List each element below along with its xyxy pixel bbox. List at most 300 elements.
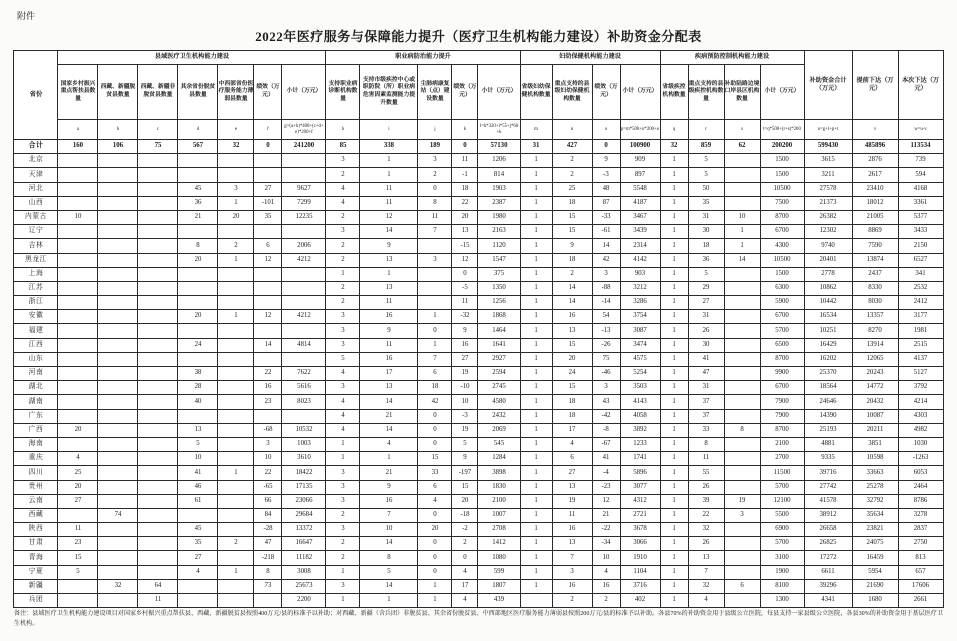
data-cell: 3 [326, 579, 360, 593]
formula-cell: l=h*320+i*55+j*60+k [478, 120, 520, 140]
data-cell: 1 [660, 168, 688, 182]
data-cell: 41578 [804, 494, 852, 508]
data-cell: 814 [478, 168, 520, 182]
data-cell: 4137 [898, 352, 943, 366]
data-cell: 30 [688, 225, 724, 239]
data-cell: 38912 [804, 508, 852, 522]
data-cell: -61 [592, 225, 620, 239]
data-cell: 4 [452, 565, 478, 579]
data-cell: 599 [478, 565, 520, 579]
data-cell: 3754 [620, 310, 660, 324]
data-cell: 10 [592, 551, 620, 565]
data-cell [138, 310, 178, 324]
data-cell [58, 395, 98, 409]
data-cell: 25370 [804, 367, 852, 381]
data-cell: 5 [452, 437, 478, 451]
formula-cell: r [688, 120, 724, 140]
data-cell: -46 [592, 367, 620, 381]
data-cell [98, 310, 138, 324]
data-cell [58, 168, 98, 182]
data-cell: 2594 [478, 367, 520, 381]
province-cell: 安徽 [14, 310, 58, 324]
column-header: 其余省份脱贫县数量 [178, 65, 218, 120]
data-cell: 28 [178, 381, 218, 395]
data-cell: 1233 [620, 437, 660, 451]
data-cell: 1300 [760, 594, 804, 608]
data-cell: 2661 [898, 594, 943, 608]
data-cell: 3 [326, 225, 360, 239]
data-cell: 33663 [852, 466, 898, 480]
data-cell [138, 196, 178, 210]
data-cell: 1680 [852, 594, 898, 608]
data-cell: 16202 [804, 352, 852, 366]
data-cell: 26825 [804, 537, 852, 551]
data-cell: 8869 [852, 225, 898, 239]
data-cell: 19 [452, 423, 478, 437]
formula-cell: b [98, 120, 138, 140]
data-cell: 40 [178, 395, 218, 409]
data-cell: 1 [520, 537, 552, 551]
data-cell: 7299 [282, 196, 326, 210]
data-cell: 16429 [804, 338, 852, 352]
data-cell [178, 594, 218, 608]
data-cell: 5548 [620, 182, 660, 196]
data-cell: 2 [326, 168, 360, 182]
data-cell: 2 [552, 594, 592, 608]
data-cell: 1 [660, 409, 688, 423]
data-cell: 1 [660, 182, 688, 196]
data-cell: 0 [254, 140, 282, 154]
data-cell: 1 [660, 338, 688, 352]
data-cell: 113534 [898, 140, 943, 154]
data-cell [98, 154, 138, 168]
data-cell: 61 [178, 494, 218, 508]
data-cell [254, 267, 282, 281]
data-cell [218, 281, 254, 295]
data-cell: 1 [360, 168, 418, 182]
formula-cell: h [326, 120, 360, 140]
data-cell [98, 239, 138, 253]
data-cell [138, 551, 178, 565]
data-cell: 11 [58, 523, 98, 537]
data-cell: -88 [592, 281, 620, 295]
data-cell: 0 [418, 565, 452, 579]
data-cell: -5 [452, 281, 478, 295]
data-cell: 0 [418, 551, 452, 565]
data-cell: 9 [452, 324, 478, 338]
data-cell: 10 [178, 452, 218, 466]
data-cell: 2 [418, 168, 452, 182]
province-cell: 重庆 [14, 452, 58, 466]
data-cell: 25193 [804, 423, 852, 437]
data-cell: 2876 [852, 154, 898, 168]
data-cell: 3474 [620, 338, 660, 352]
data-cell: 1256 [478, 296, 520, 310]
data-cell [138, 324, 178, 338]
data-cell [254, 324, 282, 338]
data-cell: 3 [552, 565, 592, 579]
data-cell [98, 494, 138, 508]
data-cell: 62 [724, 140, 760, 154]
data-cell: 1080 [478, 551, 520, 565]
data-cell: 8 [360, 551, 418, 565]
data-cell: 1 [360, 452, 418, 466]
data-cell: -26 [592, 338, 620, 352]
data-cell: 1830 [478, 480, 520, 494]
data-cell: -32 [452, 310, 478, 324]
data-cell: 1 [520, 196, 552, 210]
data-cell: -3 [452, 409, 478, 423]
data-cell [58, 253, 98, 267]
data-cell: 10500 [760, 182, 804, 196]
table-row [14, 267, 943, 281]
data-cell: 7900 [760, 409, 804, 423]
data-cell: 35 [254, 210, 282, 224]
data-cell: 24075 [852, 537, 898, 551]
formula-cell: k [452, 120, 478, 140]
data-cell: 31 [688, 381, 724, 395]
data-cell [218, 381, 254, 395]
data-cell: 859 [688, 140, 724, 154]
data-cell: 3 [326, 324, 360, 338]
data-cell: 1807 [478, 579, 520, 593]
data-cell [138, 395, 178, 409]
province-cell: 内蒙古 [14, 210, 58, 224]
data-cell: 64 [138, 579, 178, 593]
data-cell: 2 [592, 594, 620, 608]
data-cell [724, 381, 760, 395]
data-cell: -197 [452, 466, 478, 480]
data-cell: 1 [520, 267, 552, 281]
data-cell: 12 [592, 494, 620, 508]
table-row [14, 523, 943, 537]
data-cell: 4058 [620, 409, 660, 423]
data-cell: 27 [254, 182, 282, 196]
data-cell: 3087 [620, 324, 660, 338]
data-cell: 1 [218, 196, 254, 210]
data-cell: 12 [254, 310, 282, 324]
data-cell [138, 381, 178, 395]
data-cell: 11 [360, 182, 418, 196]
data-cell [138, 338, 178, 352]
data-cell: 1 [520, 182, 552, 196]
data-cell: 160 [58, 140, 98, 154]
data-cell: 427 [552, 140, 592, 154]
data-cell: 2314 [620, 239, 660, 253]
data-cell: 1 [418, 310, 452, 324]
data-cell: 32 [98, 579, 138, 593]
data-cell: 17 [452, 579, 478, 593]
data-cell: 25 [58, 466, 98, 480]
data-cell [724, 452, 760, 466]
data-cell: 18564 [804, 381, 852, 395]
data-cell: 41 [592, 452, 620, 466]
data-cell: 4303 [898, 409, 943, 423]
tail-header: 提前下达（万元） [852, 51, 898, 120]
data-cell: 5616 [282, 381, 326, 395]
data-cell: 2837 [898, 523, 943, 537]
data-cell: 4 [592, 565, 620, 579]
data-cell: 27578 [804, 182, 852, 196]
data-cell: 3503 [620, 381, 660, 395]
data-cell: 6 [418, 480, 452, 494]
data-cell: 8 [418, 196, 452, 210]
data-cell: 9 [452, 452, 478, 466]
data-cell: 3286 [620, 296, 660, 310]
data-cell: 37 [688, 409, 724, 423]
data-cell: 1 [660, 381, 688, 395]
data-cell: 338 [360, 140, 418, 154]
data-cell: 25278 [852, 480, 898, 494]
data-cell: 32 [688, 523, 724, 537]
data-cell: 2700 [760, 452, 804, 466]
data-cell: 1 [660, 324, 688, 338]
table-row [14, 182, 943, 196]
formula-cell: a [58, 120, 98, 140]
data-cell [254, 594, 282, 608]
data-cell: 12302 [804, 225, 852, 239]
data-cell [178, 324, 218, 338]
table-row [14, 253, 943, 267]
data-cell: 4312 [620, 494, 660, 508]
data-cell: 16 [592, 579, 620, 593]
data-cell: 903 [620, 267, 660, 281]
data-cell: 2412 [898, 296, 943, 310]
data-cell: 16 [552, 523, 592, 537]
province-cell: 山西 [14, 196, 58, 210]
data-cell [58, 381, 98, 395]
data-cell [138, 494, 178, 508]
data-cell: 4 [360, 437, 418, 451]
data-cell: 21373 [804, 196, 852, 210]
data-cell: 2 [326, 239, 360, 253]
data-cell: 6611 [804, 565, 852, 579]
data-cell: 1500 [760, 154, 804, 168]
data-cell: 10087 [852, 409, 898, 423]
data-cell [98, 196, 138, 210]
data-cell: 9 [360, 324, 418, 338]
data-cell: 0 [418, 409, 452, 423]
page-title: 2022年医疗服务与保障能力提升（医疗卫生机构能力建设）补助资金分配表 [255, 29, 702, 44]
data-cell: 0 [418, 537, 452, 551]
data-cell: 3212 [620, 281, 660, 295]
data-cell: 1 [520, 168, 552, 182]
data-cell: 3211 [804, 168, 852, 182]
data-cell: 17272 [804, 551, 852, 565]
data-cell: 485896 [852, 140, 898, 154]
data-cell: 8 [254, 565, 282, 579]
data-cell [98, 466, 138, 480]
data-cell: 21 [360, 409, 418, 423]
column-header: 西藏、新疆非脱贫县数量 [138, 65, 178, 120]
province-cell: 河南 [14, 367, 58, 381]
data-cell: 3615 [804, 154, 852, 168]
data-cell: 1 [520, 395, 552, 409]
data-cell: 45 [178, 182, 218, 196]
data-cell: 14 [360, 537, 418, 551]
data-cell [218, 452, 254, 466]
data-cell [58, 338, 98, 352]
group-header: 妇幼保健机构能力建设 [520, 51, 660, 65]
data-cell: 15 [418, 452, 452, 466]
data-cell: 5896 [620, 466, 660, 480]
data-cell: 39 [688, 494, 724, 508]
data-cell: 2532 [898, 281, 943, 295]
data-cell: 241200 [282, 140, 326, 154]
data-cell: 13372 [282, 523, 326, 537]
data-cell: 66 [254, 494, 282, 508]
data-cell [724, 324, 760, 338]
column-header: 重点支持的县级疾控机构数量 [688, 65, 724, 120]
data-cell [218, 551, 254, 565]
data-cell: 50 [688, 182, 724, 196]
table-row [14, 594, 943, 608]
data-cell: -8 [592, 423, 620, 437]
data-cell [418, 267, 452, 281]
attachment-label: 附件 [17, 11, 36, 21]
data-cell [218, 523, 254, 537]
data-cell: 11 [360, 296, 418, 310]
data-cell [218, 423, 254, 437]
province-cell: 上海 [14, 267, 58, 281]
data-cell [58, 296, 98, 310]
data-cell: 6900 [760, 523, 804, 537]
data-cell: -1263 [898, 452, 943, 466]
data-cell: 42 [592, 253, 620, 267]
data-cell [98, 281, 138, 295]
data-cell [138, 537, 178, 551]
data-cell: 2163 [478, 225, 520, 239]
data-cell [178, 281, 218, 295]
column-header: 绩效（万元） [254, 65, 282, 120]
data-cell: 1003 [282, 437, 326, 451]
province-cell: 云南 [14, 494, 58, 508]
data-cell [218, 579, 254, 593]
province-cell: 西藏 [14, 508, 58, 522]
data-cell [218, 594, 254, 608]
data-cell: 29 [688, 281, 724, 295]
column-header: 绩效（万元） [592, 65, 620, 120]
data-cell: 27 [178, 551, 218, 565]
data-cell [98, 423, 138, 437]
data-cell: 18 [452, 182, 478, 196]
table-row [14, 395, 943, 409]
table-row [14, 196, 943, 210]
data-cell: 13914 [852, 338, 898, 352]
data-cell [138, 523, 178, 537]
data-cell: 1 [520, 253, 552, 267]
data-cell: 2 [452, 537, 478, 551]
formula-cell: u=g+l+p+t [804, 120, 852, 140]
data-cell: 36 [178, 196, 218, 210]
data-cell: 2 [326, 281, 360, 295]
data-cell [254, 281, 282, 295]
data-cell [58, 324, 98, 338]
data-cell: 14 [724, 253, 760, 267]
data-cell: 1 [520, 508, 552, 522]
data-cell: 3 [724, 508, 760, 522]
data-cell: 41 [178, 466, 218, 480]
province-cell: 合计 [14, 140, 58, 154]
data-cell: 16 [360, 310, 418, 324]
data-cell [98, 523, 138, 537]
data-cell: 22 [688, 508, 724, 522]
data-cell: 6 [418, 367, 452, 381]
data-cell: 3439 [620, 225, 660, 239]
data-cell: 18012 [852, 196, 898, 210]
data-cell: 3433 [898, 225, 943, 239]
data-cell [138, 565, 178, 579]
data-cell [724, 409, 760, 423]
data-cell: 74 [98, 508, 138, 522]
data-cell: 9627 [282, 182, 326, 196]
data-cell [98, 267, 138, 281]
data-cell [282, 267, 326, 281]
data-cell: 1 [520, 423, 552, 437]
data-cell: 20 [178, 310, 218, 324]
data-cell: 14 [254, 338, 282, 352]
data-cell [282, 409, 326, 423]
data-cell: 1 [660, 423, 688, 437]
data-cell: 2721 [620, 508, 660, 522]
formula-cell: p=m*500+n*200+o [620, 120, 660, 140]
group-header: 县域医疗卫生机构能力建设 [58, 51, 326, 65]
table-row [14, 296, 943, 310]
data-cell: 3 [418, 154, 452, 168]
data-cell: 1 [520, 409, 552, 423]
table-row [14, 551, 943, 565]
data-cell: 1 [326, 565, 360, 579]
data-cell: 4 [58, 452, 98, 466]
data-cell: 9 [360, 239, 418, 253]
data-cell: 1500 [760, 267, 804, 281]
column-header: 国家乡村振兴重点帮扶县数量 [58, 65, 98, 120]
data-cell: 0 [418, 182, 452, 196]
data-cell: 4212 [282, 253, 326, 267]
data-cell [254, 168, 282, 182]
data-cell: 4881 [804, 437, 852, 451]
data-cell [218, 437, 254, 451]
data-cell: 22 [452, 196, 478, 210]
data-cell [58, 352, 98, 366]
data-cell [98, 367, 138, 381]
data-cell: 39716 [804, 466, 852, 480]
data-cell: 2 [326, 551, 360, 565]
data-cell: 11 [552, 508, 592, 522]
data-cell: 16 [552, 310, 592, 324]
data-cell: 1 [218, 565, 254, 579]
column-header: 绩效（万元） [452, 65, 478, 120]
data-cell: 31 [688, 210, 724, 224]
data-cell: 35 [178, 537, 218, 551]
data-cell: 6700 [760, 381, 804, 395]
column-header: 重点支持的县级妇幼保健机构数量 [552, 65, 592, 120]
data-cell: 14 [552, 296, 592, 310]
data-cell: 1284 [478, 452, 520, 466]
data-cell [98, 253, 138, 267]
data-cell [138, 437, 178, 451]
data-cell: 11 [360, 338, 418, 352]
data-cell: 0 [452, 140, 478, 154]
allocation-table [13, 50, 943, 608]
data-cell: 7 [418, 352, 452, 366]
data-cell [138, 480, 178, 494]
data-cell: 3 [592, 267, 620, 281]
data-cell [138, 423, 178, 437]
data-cell: 3678 [620, 523, 660, 537]
data-cell: 2437 [852, 267, 898, 281]
data-cell: 17606 [898, 579, 943, 593]
